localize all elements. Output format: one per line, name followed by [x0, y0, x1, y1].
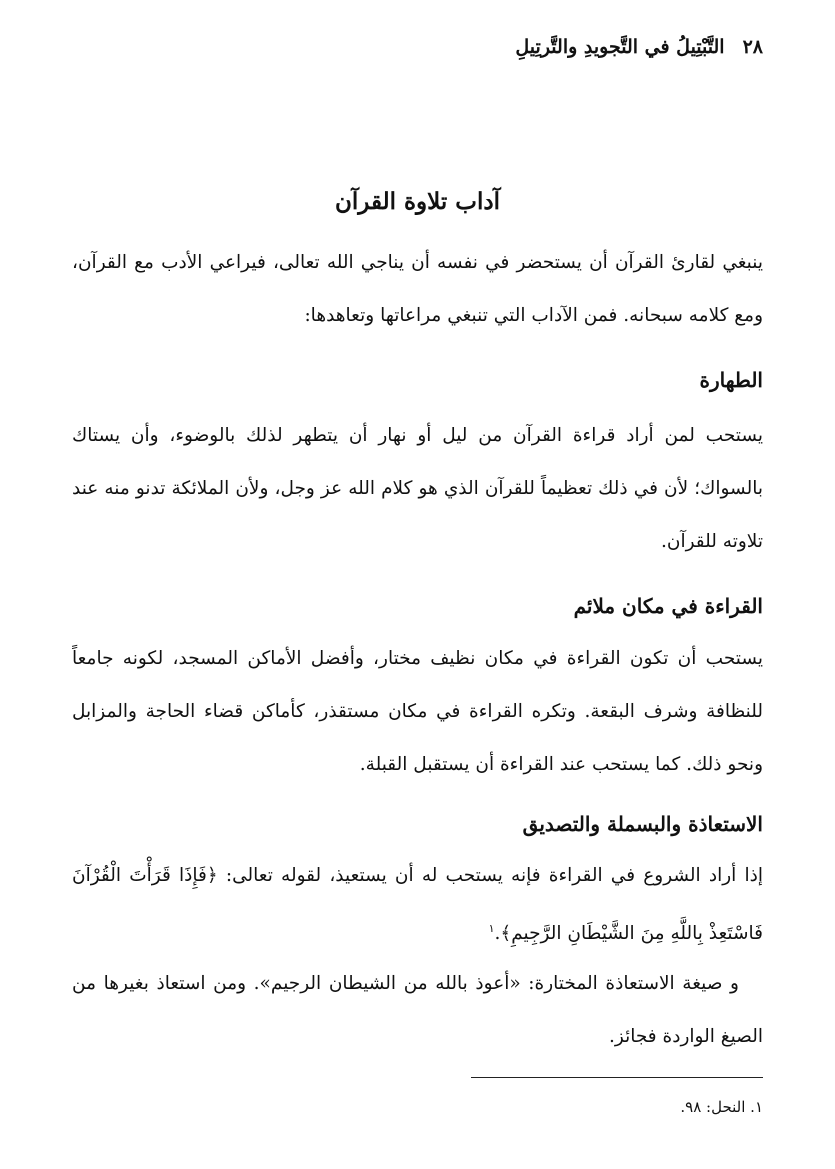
- footnote-reference: ١: [488, 922, 495, 935]
- section-body-isti-adha: [72, 849, 763, 960]
- book-title: التَّبْتِيلُ في التَّجويدِ والتَّرتِيلِ: [515, 36, 725, 58]
- section-body-purity: يستحب لمن أراد قراءة القرآن من ليل أو نهار أن يتطهر لذلك بالوضوء، وأن يستاك بالسواك؛ لأن في ذلك تعظيماً للقرآن الذي هو كلام الله عز وجل، ولأن الملائكة تدنو منه عند تلاوته للقرآن.: [72, 425, 763, 552]
- section-heading-place: القراءة في مكان ملائم: [573, 594, 763, 618]
- page-number: ٢٨: [742, 36, 763, 58]
- footnote-divider: [471, 1077, 763, 1078]
- running-head: [515, 36, 763, 58]
- verse-end-mark: .: [494, 923, 501, 945]
- quran-verse: ﴿فَإِذَا قَرَأْتَ الْقُرْآنَ فَاسْتَعِذْ بِاللَّهِ مِنَ الشَّيْطَانِ الرَّجِيمِ﴾: [72, 865, 763, 945]
- section-body-place: يستحب أن تكون القراءة في مكان نظيف مختار، وأفضل الأماكن المسجد، لكونه جامعاً للنظافة وشرف البقعة. وتكره القراءة في مكان مستقذر، كأماكن قضاء الحاجة والمزابل ونحو ذلك. كما يستحب عند القراءة أن يستقبل القبلة.: [72, 648, 763, 775]
- isti-adha-intro-text: إذا أراد الشروع في القراءة فإنه يستحب له أن يستعيذ، لقوله تعالى:: [217, 865, 763, 886]
- section-heading-isti-adha: الاستعاذة والبسملة والتصديق: [522, 812, 763, 836]
- intro-paragraph: ينبغي لقارئ القرآن أن يستحضر في نفسه أن يناجي الله تعالى، فيراعي الأدب مع القرآن، ومع كلامه سبحانه. فمن الآداب التي تنبغي مراعاتها وتعاهدها:: [72, 252, 763, 326]
- footnote: ١. النحل: ٩٨.: [680, 1098, 763, 1116]
- isti-adha-formula-paragraph: و صيغة الاستعاذة المختارة: «أعوذ بالله من الشيطان الرجيم». ومن استعاذ بغيرها من الصيغ الواردة فجائز.: [72, 973, 763, 1047]
- chapter-title: آداب تلاوة القرآن: [335, 188, 500, 215]
- section-heading-purity: الطهارة: [699, 368, 763, 392]
